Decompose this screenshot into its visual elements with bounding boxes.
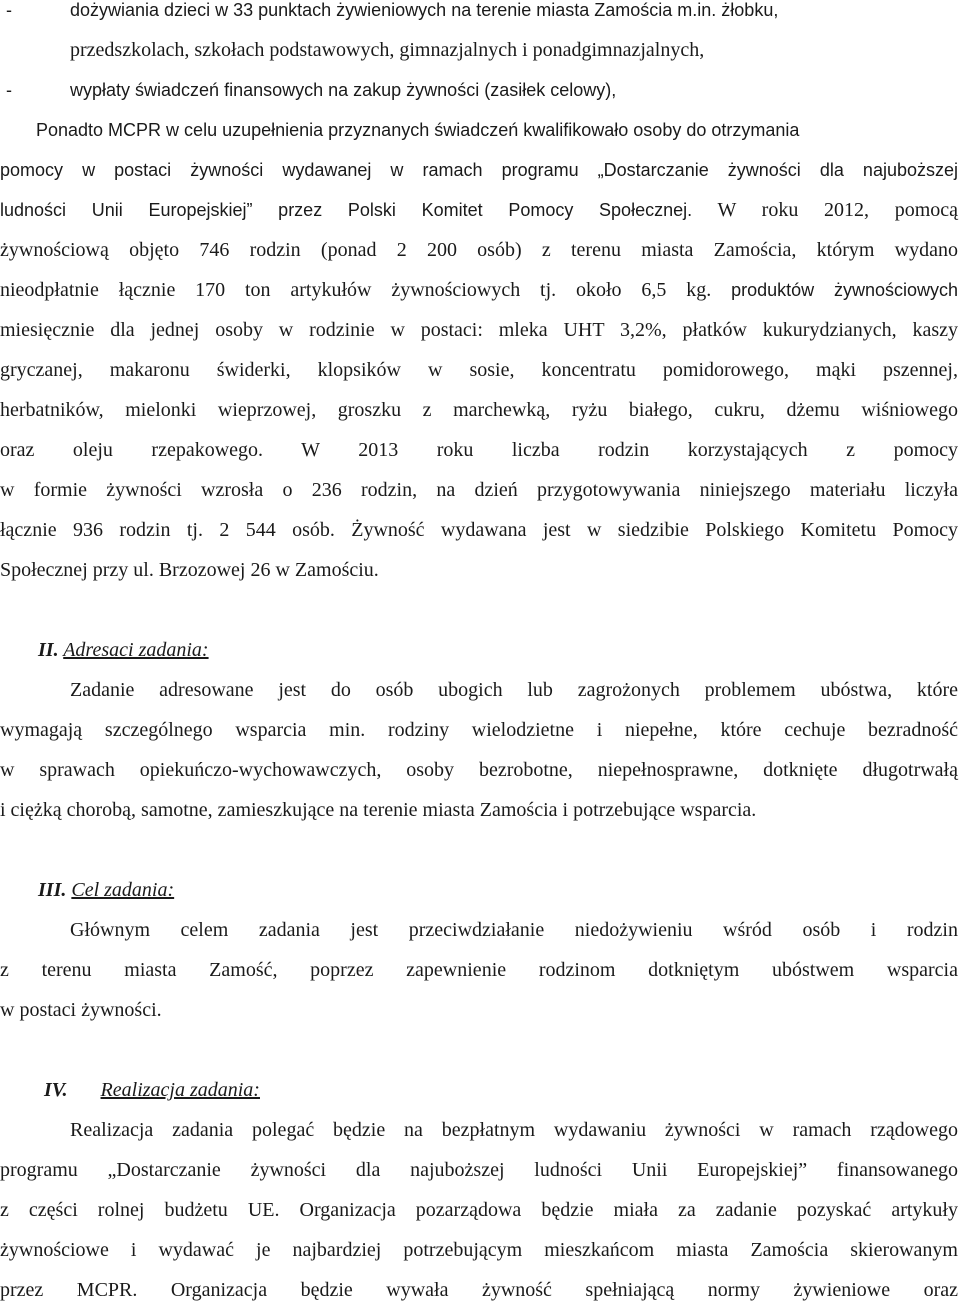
text-line: z części rolnej budżetu UE. Organizacja pozarządowa będzie miała za zadanie pozyskać artykuły bbox=[0, 1199, 958, 1221]
section-heading-4 bbox=[44, 1070, 260, 1110]
bullet-line-2 bbox=[0, 70, 958, 110]
text-line: miesięcznie dla jednej osoby w rodzinie w postaci: mleka UHT 3,2%, płatków kukurydzianych, kaszy bbox=[0, 319, 958, 341]
text-line: Ponadto MCPR w celu uzupełnienia przyznanych świadczeń kwalifikowało osoby do otrzymania bbox=[36, 120, 800, 140]
section-title: Cel zadania: bbox=[71, 879, 175, 901]
text-line: żywnościową objęto 746 rodzin (ponad 2 200 osób) z terenu miasta Zamościa, którym wydano bbox=[0, 239, 958, 261]
text-line: Realizacja zadania polegać będzie na bezpłatnym wydawaniu żywności w ramach rządowego bbox=[70, 1119, 958, 1141]
text-span: produktów żywnościowych bbox=[711, 280, 959, 300]
text-line: w formie żywności wzrosła o 236 rodzin, na dzień przygotowywania niniejszego materiału liczyła bbox=[0, 479, 958, 501]
text-line: przedszkolach, szkołach podstawowych, gimnazjalnych i ponadgimnazjalnych, bbox=[70, 39, 705, 61]
text-line: herbatników, mielonki wieprzowej, groszku z marchewką, ryżu białego, cukru, dżemu wiśniowego bbox=[0, 399, 958, 421]
section-heading-3 bbox=[38, 870, 174, 910]
text-line: gryczanej, makaronu świderki, klopsików w sosie, koncentratu pomidorowego, mąki pszennej, bbox=[0, 359, 958, 381]
text-line: z terenu miasta Zamość, poprzez zapewnienie rodzinom dotkniętym ubóstwem wsparcia bbox=[0, 959, 958, 981]
text-line: w sprawach opiekuńczo-wychowawczych, osoby bezrobotne, niepełnosprawne, dotknięte długotrwałą bbox=[0, 759, 958, 781]
text-line: żywnościowe i wydawać je najbardziej potrzebującym mieszkańcom miasta Zamościa skierowanym bbox=[0, 1239, 958, 1261]
text-line: Głównym celem zadania jest przeciwdziałanie niedożywieniu wśród osób i rodzin bbox=[70, 919, 958, 941]
text-line: wypłaty świadczeń finansowych na zakup żywności (zasiłek celowy), bbox=[70, 80, 617, 100]
mixed-line bbox=[0, 190, 958, 230]
bullet-line-1 bbox=[0, 0, 958, 30]
section-number: II. bbox=[38, 639, 59, 661]
text-line: oraz oleju rzepakowego. W 2013 roku liczba rodzin korzystających z pomocy bbox=[0, 439, 958, 461]
bullet-dash: - bbox=[6, 80, 12, 100]
text-span: nieodpłatnie łącznie 170 ton artykułów żywnościowych tj. około 6,5 kg. bbox=[0, 279, 712, 301]
text-line: i ciężką chorobą, samotne, zamieszkujące na terenie miasta Zamościa i potrzebujące wsparcia. bbox=[0, 799, 757, 821]
text-line: Społecznej przy ul. Brzozowej 26 w Zamościu. bbox=[0, 559, 379, 581]
text-line: wymagają szczególnego wsparcia min. rodziny wielodzietne i niepełne, które cechuje bezradność bbox=[0, 719, 958, 741]
text-line: dożywiania dzieci w 33 punktach żywieniowych na terenie miasta Zamościa m.in. żłobku, bbox=[70, 0, 779, 20]
text-line: łącznie 936 rodzin tj. 2 544 osób. Żywność wydawana jest w siedzibie Polskiego Komitetu Pomocy bbox=[0, 519, 958, 541]
section-title: Adresaci zadania: bbox=[63, 639, 209, 661]
section-number: III. bbox=[38, 879, 67, 901]
section-title: Realizacja zadania: bbox=[100, 1079, 260, 1101]
text-line: przez MCPR. Organizacja będzie wywała żywność spełniającą normy żywieniowe oraz bbox=[0, 1279, 958, 1301]
section-number: IV. bbox=[44, 1079, 68, 1101]
text-span: ludności Unii Europejskiej” przez Polski Komitet Pomocy Społecznej. bbox=[0, 200, 693, 220]
text-line: w postaci żywności. bbox=[0, 999, 162, 1021]
text-line: programu „Dostarczanie żywności dla najuboższej ludności Unii Europejskiej” finansowanego bbox=[0, 1159, 958, 1181]
text-line: Zadanie adresowane jest do osób ubogich lub zagrożonych problemem ubóstwa, które bbox=[70, 679, 958, 701]
bullet-dash: - bbox=[6, 0, 12, 20]
text-span: W roku 2012, pomocą bbox=[692, 199, 959, 221]
mixed-line bbox=[0, 270, 958, 310]
text-line: pomocy w postaci żywności wydawanej w ramach programu „Dostarczanie żywności dla najuboższej bbox=[0, 160, 958, 180]
section-heading-2 bbox=[38, 630, 209, 670]
